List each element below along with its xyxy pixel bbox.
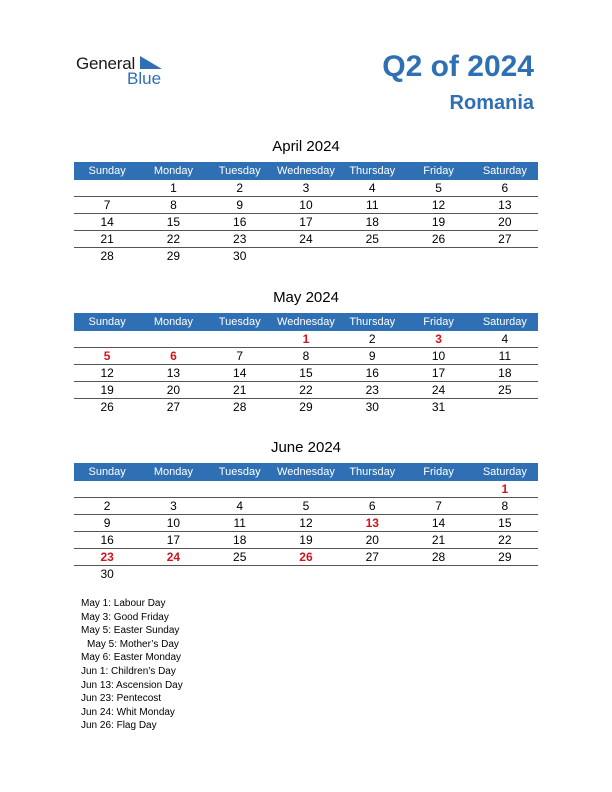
week-row — [74, 399, 538, 415]
day-cell — [140, 331, 206, 347]
weekday-label: Tuesday — [218, 466, 261, 478]
logo-word-general: General — [76, 54, 136, 73]
day-cell: 23 — [365, 383, 379, 397]
day-cell: 28 — [431, 550, 446, 564]
day-cell: 8 — [501, 499, 509, 513]
day-cell — [140, 566, 206, 582]
weekday-label: Friday — [423, 165, 454, 177]
day-cell: 17 — [166, 533, 181, 547]
day-cell — [207, 481, 273, 497]
week-row — [74, 180, 538, 197]
day-cell: 27 — [166, 400, 181, 414]
day-cell: 22 — [498, 533, 512, 547]
day-cell: 10 — [431, 349, 446, 363]
day-cell: 23 — [233, 232, 247, 246]
day-cell: 2 — [236, 181, 244, 195]
day-cell: 11 — [366, 198, 379, 212]
day-cell: 8 — [302, 349, 310, 363]
day-cell: 28 — [233, 400, 247, 414]
day-cell: 27 — [498, 232, 512, 246]
day-cell — [207, 331, 273, 347]
day-cell: 20 — [498, 215, 512, 229]
week-row — [74, 515, 538, 532]
day-cell: 15 — [299, 366, 313, 380]
holiday-list-item: Jun 23: Pentecost — [81, 693, 162, 705]
day-cell: 24 — [431, 383, 446, 397]
day-cell — [405, 566, 471, 582]
week-row — [74, 481, 538, 498]
weekday-label: Sunday — [88, 466, 126, 478]
weekday-label: Thursday — [349, 466, 396, 478]
holiday-list-item: May 1: Labour Day — [81, 598, 166, 609]
week-row — [74, 382, 538, 399]
month-title: May 2024 — [273, 289, 339, 306]
day-cell: 8 — [170, 198, 177, 212]
day-cell: 12 — [100, 366, 114, 380]
week-row — [74, 532, 538, 549]
day-cell — [273, 481, 339, 497]
day-cell: 15 — [498, 516, 512, 530]
month-title: June 2024 — [270, 439, 342, 456]
week-row — [74, 498, 538, 515]
holiday-list-item: May 5: Easter Sunday — [81, 625, 180, 637]
day-cell — [207, 566, 273, 582]
holiday-list — [81, 597, 331, 733]
day-cell: 7 — [103, 198, 111, 212]
day-cell: 30 — [233, 249, 247, 263]
day-cell: 30 — [100, 567, 114, 581]
weekday-label: Monday — [153, 466, 193, 478]
week-row — [74, 566, 538, 582]
week-row — [74, 331, 538, 348]
holiday-day-cell: 3 — [435, 332, 442, 346]
week-row — [74, 214, 538, 231]
day-cell: 22 — [299, 383, 313, 397]
day-cell: 30 — [365, 400, 379, 414]
day-cell — [140, 481, 206, 497]
day-cell: 7 — [435, 499, 442, 513]
weekday-header — [74, 162, 538, 180]
day-cell: 1 — [170, 181, 177, 195]
day-cell: 25 — [233, 550, 247, 564]
day-cell: 21 — [431, 533, 446, 547]
day-cell: 13 — [498, 198, 512, 212]
month-calendar-june — [74, 438, 538, 582]
day-cell: 3 — [170, 499, 177, 513]
day-cell — [472, 399, 538, 415]
brand-logo — [76, 52, 176, 88]
day-cell — [339, 248, 405, 264]
holiday-list-item: May 6: Easter Monday — [81, 652, 182, 664]
holiday-day-cell: 1 — [501, 482, 509, 496]
day-cell: 24 — [299, 232, 313, 246]
holiday-day-cell: 26 — [299, 550, 313, 564]
day-cell: 17 — [431, 366, 446, 380]
day-cell: 7 — [236, 349, 244, 363]
week-row — [74, 248, 538, 264]
page-title: Q2 of 2024 — [382, 50, 534, 83]
day-cell: 14 — [233, 366, 247, 380]
month-calendar-april — [74, 137, 538, 264]
week-row — [74, 231, 538, 248]
day-cell: 17 — [299, 215, 313, 229]
weekday-label: Tuesday — [218, 165, 261, 177]
day-cell — [472, 566, 538, 582]
day-cell: 11 — [498, 349, 512, 363]
weekday-label: Wednesday — [277, 165, 335, 177]
day-cell: 19 — [431, 215, 446, 229]
day-cell: 18 — [365, 215, 379, 229]
holiday-list-item: May 5: Mother’s Day — [87, 638, 179, 650]
day-cell: 4 — [501, 332, 509, 346]
week-row — [74, 197, 538, 214]
day-cell — [74, 180, 140, 196]
day-cell: 28 — [100, 249, 114, 263]
day-cell: 14 — [431, 516, 446, 530]
day-cell: 6 — [501, 181, 509, 195]
week-row — [74, 549, 538, 566]
day-cell: 2 — [368, 332, 376, 346]
country-subtitle: Romania — [449, 92, 534, 114]
day-cell — [472, 248, 538, 264]
weekday-label: Tuesday — [218, 316, 261, 328]
day-cell: 18 — [498, 366, 512, 380]
day-cell: 29 — [299, 400, 313, 414]
day-cell: 3 — [302, 181, 310, 195]
weekday-label: Sunday — [88, 165, 126, 177]
day-cell: 26 — [431, 232, 446, 246]
day-cell — [74, 481, 140, 497]
day-cell — [273, 248, 339, 264]
weekday-label: Saturday — [482, 466, 527, 478]
day-cell: 19 — [299, 533, 313, 547]
day-cell: 4 — [236, 499, 244, 513]
weekday-label: Saturday — [482, 165, 527, 177]
day-cell: 12 — [431, 198, 446, 212]
day-cell — [405, 481, 471, 497]
day-cell: 10 — [299, 198, 313, 212]
day-cell: 29 — [498, 550, 512, 564]
holiday-day-cell: 6 — [170, 349, 177, 363]
holiday-list-item: Jun 26: Flag Day — [81, 720, 157, 732]
month-title: April 2024 — [272, 138, 340, 155]
day-cell — [339, 566, 405, 582]
holiday-day-cell: 23 — [100, 550, 114, 564]
day-cell: 22 — [166, 232, 181, 246]
day-cell: 29 — [166, 249, 181, 263]
day-cell: 14 — [100, 215, 114, 229]
day-cell — [339, 481, 405, 497]
day-cell: 20 — [365, 533, 379, 547]
week-row — [74, 365, 538, 382]
day-cell: 5 — [435, 181, 442, 195]
weekday-label: Monday — [153, 316, 193, 328]
day-cell: 2 — [103, 499, 111, 513]
weekday-label: Thursday — [349, 316, 396, 328]
day-cell: 31 — [431, 400, 446, 414]
weekday-label: Sunday — [88, 316, 126, 328]
day-cell: 10 — [166, 516, 181, 530]
holiday-day-cell: 24 — [166, 550, 181, 564]
holiday-list-item: Jun 13: Ascension Day — [81, 679, 183, 691]
day-cell: 27 — [365, 550, 379, 564]
month-calendar-may — [74, 288, 538, 415]
day-cell: 5 — [302, 499, 310, 513]
holiday-list-item: Jun 24: Whit Monday — [81, 706, 175, 718]
day-cell: 20 — [166, 383, 181, 397]
day-cell: 26 — [100, 400, 114, 414]
day-cell: 16 — [100, 533, 114, 547]
holiday-day-cell: 1 — [302, 332, 310, 346]
weekday-label: Monday — [153, 165, 193, 177]
day-cell: 4 — [368, 181, 376, 195]
day-cell: 25 — [365, 232, 379, 246]
day-cell: 9 — [368, 349, 376, 363]
weekday-header — [74, 463, 538, 481]
day-cell: 18 — [233, 533, 247, 547]
day-cell: 9 — [236, 198, 244, 212]
holiday-day-cell: 5 — [103, 349, 111, 363]
holiday-day-cell: 13 — [365, 516, 379, 530]
day-cell: 25 — [498, 383, 512, 397]
logo-triangle-icon — [140, 56, 162, 69]
holiday-list-item: May 3: Good Friday — [81, 611, 169, 623]
day-cell — [273, 566, 339, 582]
day-cell: 19 — [100, 383, 114, 397]
weekday-label: Friday — [423, 466, 454, 478]
weekday-header — [74, 313, 538, 331]
day-cell: 9 — [103, 516, 111, 530]
weekday-label: Wednesday — [277, 316, 335, 328]
week-row — [74, 348, 538, 365]
holiday-list-item: Jun 1: Children’s Day — [81, 665, 176, 677]
day-cell: 21 — [100, 232, 114, 246]
weekday-label: Saturday — [482, 316, 527, 328]
logo-word-blue: Blue — [127, 69, 162, 88]
weekday-label: Thursday — [349, 165, 396, 177]
day-cell: 13 — [166, 366, 181, 380]
weekday-label: Friday — [423, 316, 454, 328]
day-cell — [405, 248, 471, 264]
day-cell: 15 — [166, 215, 181, 229]
day-cell — [74, 331, 140, 347]
day-cell: 12 — [299, 516, 313, 530]
weekday-label: Wednesday — [277, 466, 335, 478]
day-cell: 6 — [368, 499, 376, 513]
day-cell: 16 — [365, 366, 379, 380]
day-cell: 16 — [233, 215, 247, 229]
day-cell: 11 — [233, 516, 246, 530]
day-cell: 21 — [233, 383, 247, 397]
